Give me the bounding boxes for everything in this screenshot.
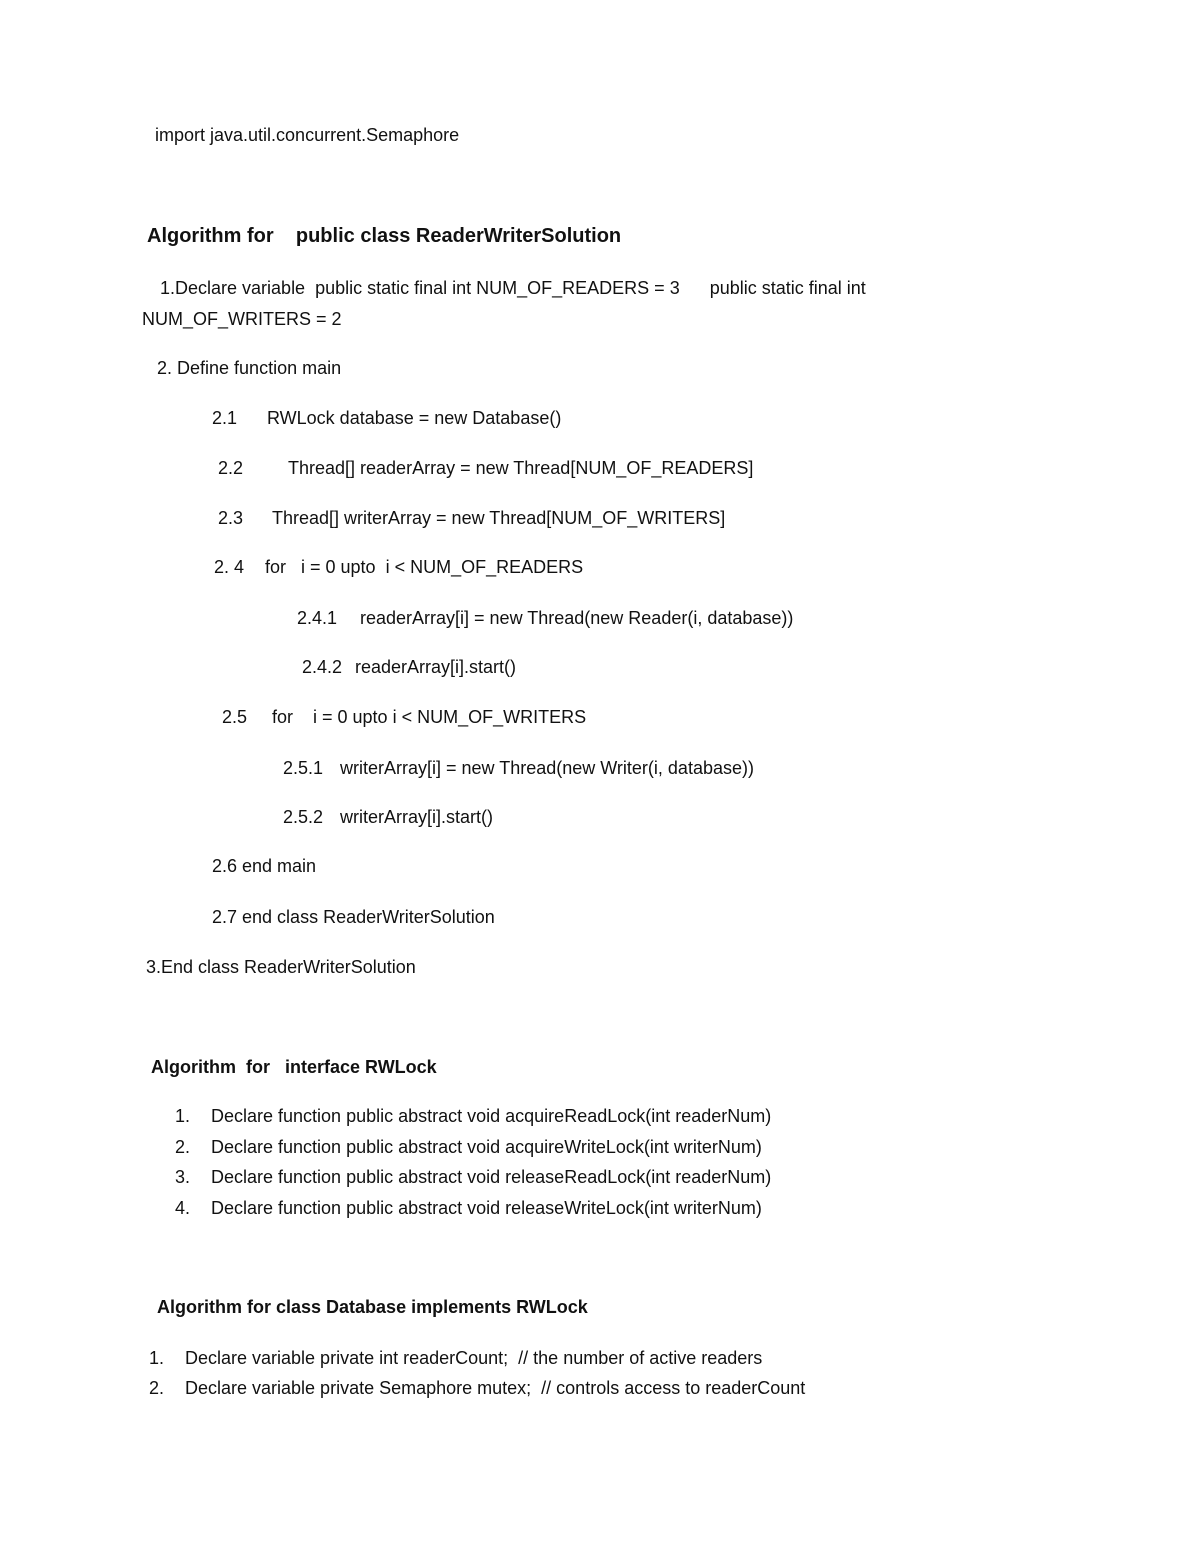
- step-2-3-number: 2.3: [218, 508, 244, 528]
- step-2-1-text: RWLock database = new Database(): [267, 408, 562, 428]
- database-item-2-number: 2.: [149, 1378, 165, 1398]
- step-2-5-1-number: 2.5.1: [283, 758, 324, 778]
- database-item-2-text: Declare variable private Semaphore mutex; // controls access to readerCount: [185, 1378, 806, 1398]
- rwlock-item-1-text: Declare function public abstract void acquireReadLock(int readerNum): [211, 1106, 772, 1126]
- step-2-4-1-text: readerArray[i] = new Thread(new Reader(i, database)): [360, 608, 794, 628]
- section-heading-database-class: Algorithm for class Database implements RWLock: [157, 1297, 588, 1317]
- step-2-5-number: 2.5: [222, 707, 248, 727]
- step-2-4-text: for i = 0 upto i < NUM_OF_READERS: [265, 557, 584, 577]
- step-2: 2. Define function main: [157, 358, 342, 378]
- step-2-5-1-text: writerArray[i] = new Thread(new Writer(i, database)): [340, 758, 754, 778]
- rwlock-item-1-number: 1.: [175, 1106, 191, 1126]
- step-2-5-2-text: writerArray[i].start(): [340, 807, 493, 827]
- step-2-4-1-number: 2.4.1: [297, 608, 338, 628]
- step-1-line-b: NUM_OF_WRITERS = 2: [142, 309, 342, 329]
- step-3: 3.End class ReaderWriterSolution: [146, 957, 416, 977]
- section-heading-rwlock-interface: Algorithm for interface RWLock: [151, 1057, 437, 1077]
- section-heading-reader-writer-solution: Algorithm for public class ReaderWriterSolution: [147, 225, 622, 247]
- rwlock-item-4-number: 4.: [175, 1198, 191, 1218]
- step-2-4-2-text: readerArray[i].start(): [355, 657, 517, 677]
- step-2-7: 2.7 end class ReaderWriterSolution: [212, 907, 495, 927]
- step-2-6: 2.6 end main: [212, 856, 317, 876]
- step-2-5-text: for i = 0 upto i < NUM_OF_WRITERS: [272, 707, 587, 727]
- rwlock-item-3-number: 3.: [175, 1167, 191, 1187]
- step-2-5-2-number: 2.5.2: [283, 807, 324, 827]
- database-item-1-number: 1.: [149, 1348, 165, 1368]
- rwlock-item-2-text: Declare function public abstract void acquireWriteLock(int writerNum): [211, 1137, 762, 1157]
- rwlock-item-4-text: Declare function public abstract void releaseWriteLock(int writerNum): [211, 1198, 762, 1218]
- step-2-1-number: 2.1: [212, 408, 238, 428]
- step-2-3-text: Thread[] writerArray = new Thread[NUM_OF_WRITERS]: [272, 508, 726, 528]
- step-2-4-2-number: 2.4.2: [302, 657, 343, 677]
- rwlock-item-3-text: Declare function public abstract void releaseReadLock(int readerNum): [211, 1167, 772, 1187]
- rwlock-item-2-number: 2.: [175, 1137, 191, 1157]
- step-1-line-a: 1.Declare variable public static final int NUM_OF_READERS = 3 public static final int: [160, 278, 866, 298]
- import-statement: import java.util.concurrent.Semaphore: [155, 125, 460, 145]
- step-2-2-number: 2.2: [218, 458, 244, 478]
- step-2-4-number: 2. 4: [214, 557, 245, 577]
- step-2-2-text: Thread[] readerArray = new Thread[NUM_OF_READERS]: [288, 458, 754, 478]
- database-item-1-text: Declare variable private int readerCount; // the number of active readers: [185, 1348, 763, 1368]
